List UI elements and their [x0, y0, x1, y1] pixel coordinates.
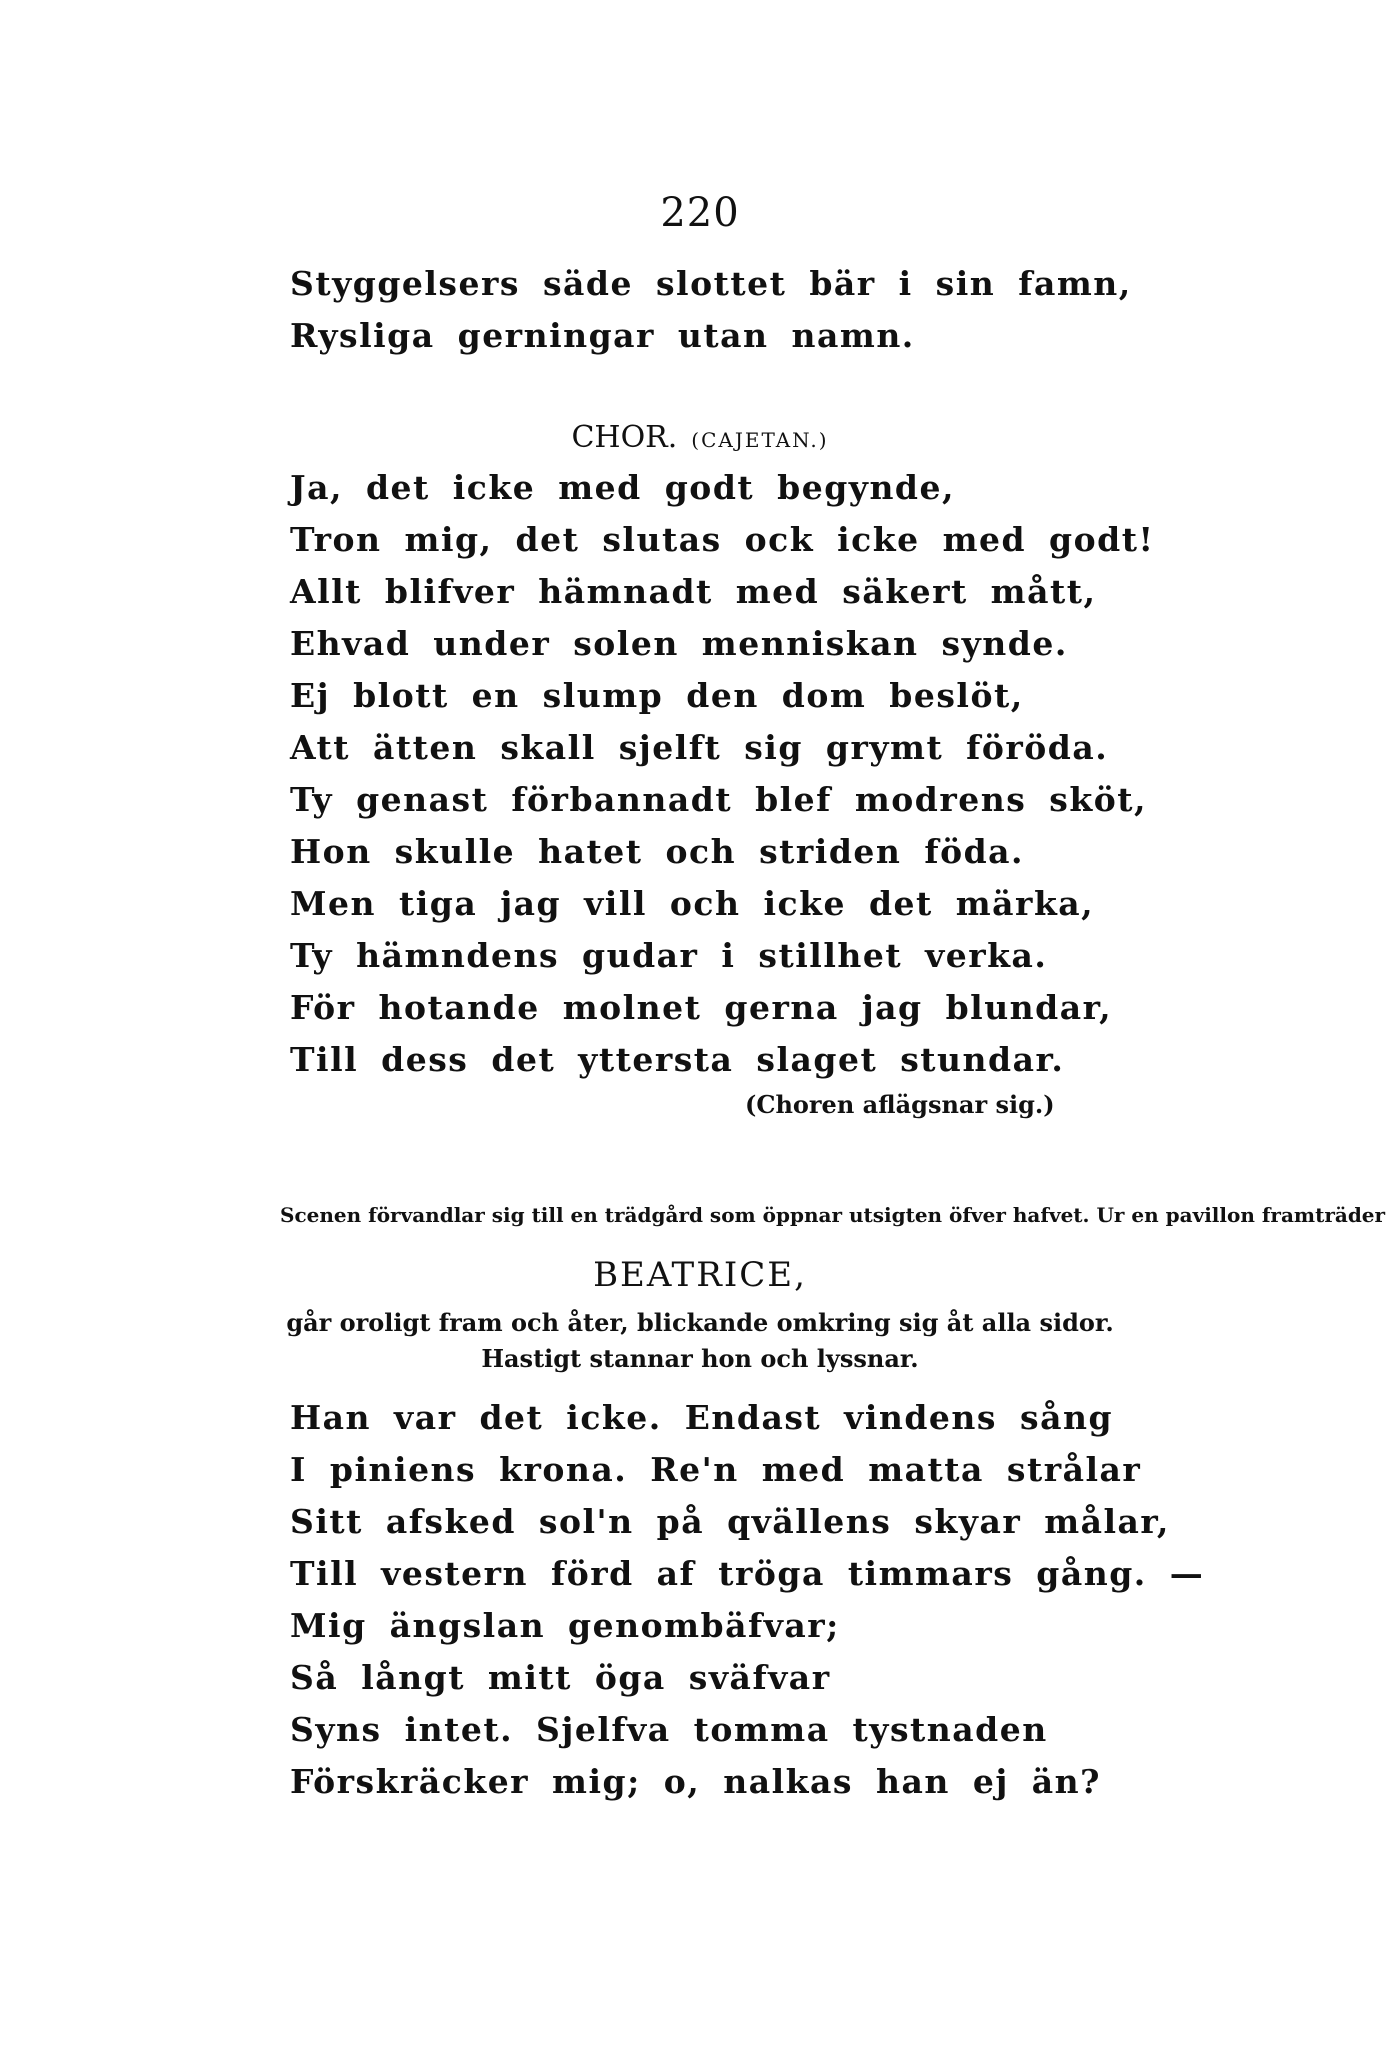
verse-line: För hotande molnet gerna jag blundar, — [290, 988, 1113, 1027]
verse-block-opening — [290, 258, 1132, 362]
verse-line: Att ätten skall sjelft sig grymt föröda. — [290, 728, 1109, 767]
verse-line: Till vestern förd af tröga timmars gång. — — [290, 1554, 1205, 1593]
speaker-heading — [0, 420, 1400, 455]
verse-line: Ej blott en slump den dom beslöt, — [290, 676, 1024, 715]
character-name: BEATRICE, — [593, 1255, 807, 1295]
verse-line: Sitt afsked sol'n på qvällens skyar målar, — [290, 1502, 1170, 1541]
verse-line: Ehvad under solen menniskan synde. — [290, 624, 1068, 663]
verse-line: Hon skulle hatet och striden föda. — [290, 832, 1025, 871]
verse-line: Så långt mitt öga sväfvar — [290, 1658, 831, 1697]
verse-block-chorus — [290, 462, 1154, 1086]
verse-block-beatrice — [290, 1392, 1204, 1808]
verse-line: Men tiga jag vill och icke det märka, — [290, 884, 1095, 923]
page-number: 220 — [660, 190, 740, 236]
verse-line: Förskräcker mig; o, nalkas han ej än? — [290, 1762, 1101, 1801]
speaker-subname: (CAJETAN.) — [691, 428, 829, 452]
speaker-name: CHOR. — [571, 420, 678, 455]
verse-line: Han var det icke. Endast vindens sång — [290, 1398, 1114, 1437]
verse-line: Ty hämndens gudar i stillhet verka. — [290, 936, 1048, 975]
verse-line: Ja, det icke med godt begynde, — [290, 468, 955, 507]
stage-direction: går oroligt fram och åter, blickande omkring sig åt alla sidor. — [286, 1308, 1114, 1337]
verse-line: Till dess det yttersta slaget stundar. — [290, 1040, 1065, 1079]
verse-line: Styggelsers säde slottet bär i sin famn, — [290, 264, 1132, 303]
verse-line: Mig ängslan genombäfvar; — [290, 1606, 840, 1645]
verse-line: I piniens krona. Re'n med matta strålar — [290, 1450, 1142, 1489]
scene-change-note: Scenen förvandlar sig till en trädgård som öppnar utsigten öfver hafvet. Ur en pavillon framträder — [280, 1203, 1386, 1227]
verse-line: Ty genast förbannadt blef modrens sköt, — [290, 780, 1147, 819]
verse-line: Allt blifver hämnadt med säkert mått, — [290, 572, 1097, 611]
verse-line: Rysliga gerningar utan namn. — [290, 316, 915, 355]
verse-line: Tron mig, det slutas ock icke med godt! — [290, 520, 1155, 559]
stage-direction-exit: (Choren aflägsnar sig.) — [745, 1090, 1055, 1119]
verse-line: Syns intet. Sjelfva tomma tystnaden — [290, 1710, 1048, 1749]
stage-direction: Hastigt stannar hon och lyssnar. — [481, 1344, 919, 1373]
